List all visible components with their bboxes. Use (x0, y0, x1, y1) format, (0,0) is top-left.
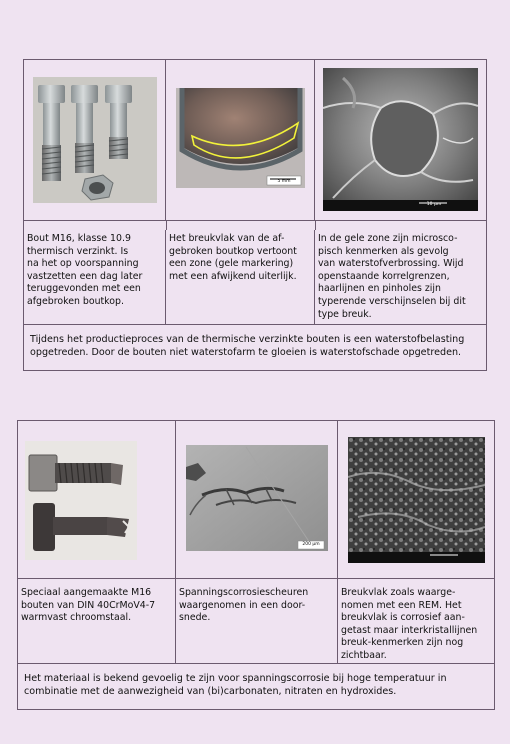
caption-cell (166, 230, 315, 324)
caption-text: Het breukvlak van de af- gebroken boutkop vertoont een zone (gele markering) met een afwijkend uiterlijk. (169, 233, 297, 282)
image-cell-sem-1 (315, 60, 486, 220)
image-cell-sem-2 (338, 421, 494, 578)
caption-cell (315, 230, 486, 324)
image-cell-crack (176, 421, 338, 578)
case-card-2 (17, 420, 495, 710)
image-row (24, 60, 486, 220)
caption-row (18, 579, 494, 663)
summary-text: Het materiaal is bekend gevoelig te zijn voor spanningscorrosie bij hoge temperatuur in combinatie met de aanwezigheid van (bi)carbonaten, nitraten en hydroxides. (24, 673, 447, 697)
caption-text: Bout M16, klasse 10.9 thermisch verzinkt. Is na het op voorspanning vastzetten een dag later teruggevonden met een afgebroken boutkop. (27, 233, 143, 307)
image-cell-bolts (18, 421, 176, 578)
caption-cell (24, 230, 166, 324)
caption-row (24, 230, 486, 324)
caption-cell (338, 579, 494, 663)
divider (24, 324, 486, 325)
scale-bar-label: 200 μm (302, 542, 320, 547)
caption-text: Breukvlak zoals waarge- nomen met een REM. Het breukvlak is corrosief aan- getast maar interkristallijnen breuk-kenmerken zijn nog zichtbaar. (341, 587, 478, 661)
image-cell-bolts (24, 60, 166, 220)
divider (18, 663, 494, 664)
divider (315, 220, 316, 230)
scale-bar-label: 5 mm (277, 179, 291, 184)
image-cell-fracture (166, 60, 315, 220)
fracture-surface-photo (176, 88, 305, 188)
crack-cross-section-photo (186, 445, 328, 551)
image-row (18, 421, 494, 578)
case-card-1 (23, 59, 487, 371)
divider (24, 220, 486, 221)
scale-bar-label: 10 μm (426, 202, 442, 207)
sem-micrograph-1 (323, 68, 478, 211)
sem-micrograph-2 (348, 437, 485, 563)
caption-text: Speciaal aangemaakte M16 bouten van DIN 40CrMoV4-7 warmvast chroomstaal. (21, 587, 156, 624)
summary-text: Tijdens het productieproces van de thermische verzinkte bouten is een waterstofbelasting opgetreden. Door de bouten niet waterstofarm te gloeien is waterstofschade opgetreden. (30, 334, 465, 358)
caption-cell (18, 579, 176, 663)
bolts-photo (25, 441, 137, 560)
divider (166, 220, 167, 230)
bolts-photo (33, 77, 157, 203)
caption-text: In de gele zone zijn microsco- pisch kenmerken als gevolg van waterstofverbrossing. Wijd openstaande korrelgrenzen, haarlijnen en pinholes zijn typerende verschijnselen bij dit type breuk. (318, 233, 466, 320)
caption-cell (176, 579, 338, 663)
caption-text: Spanningscorrosiescheuren waargenomen in een door- snede. (179, 587, 309, 624)
